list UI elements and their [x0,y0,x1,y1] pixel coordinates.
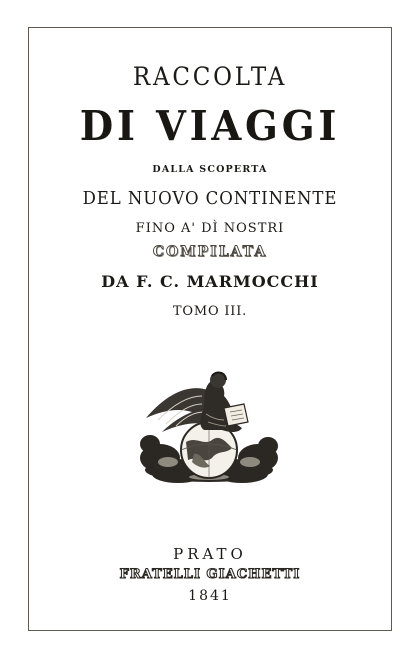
subtitle-dalla-scoperta: DALLA SCOPERTA [152,164,268,175]
compilata-label: COMPILATA [152,244,268,260]
volume-number: TOMO III. [172,304,248,319]
subtitle-nuovo-continente: DEL NUOVO CONTINENTE [82,188,338,209]
imprint-city: PRATO [173,545,247,563]
imprint-publisher: FRATELLI GIACHETTI [119,567,301,582]
title-raccolta: RACCOLTA [132,62,288,91]
angel-on-globe-vignette [138,362,280,484]
imprint-year: 1841 [188,588,232,604]
author-line: DA F. C. MARMOCCHI [101,272,319,291]
subtitle-fino-a-di-nostri: FINO A' DÌ NOSTRI [135,221,285,236]
title-di-viaggi: DI VIAGGI [79,102,341,150]
